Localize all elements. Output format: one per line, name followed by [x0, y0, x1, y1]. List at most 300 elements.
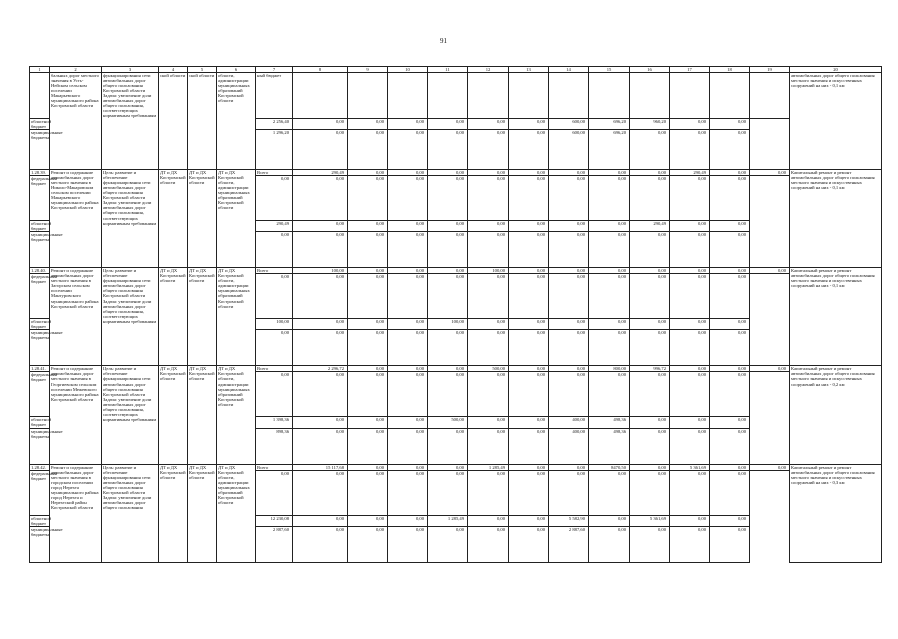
amount-cell: 100,00	[428, 319, 468, 330]
amount-cell: 0,00	[670, 366, 710, 372]
amount-cell: 0,00	[589, 526, 630, 562]
amount-cell: 800,00	[589, 366, 630, 372]
result-cell: Капитальный ремонт и ремонт автомобильных дорог общего пользования местного значения и искусственных сооружений на них - 0,1 км	[790, 268, 882, 366]
amount-cell: 0,00	[348, 119, 388, 130]
amount-cell: 290,49	[630, 221, 670, 232]
amount-cell: 100,00	[293, 268, 348, 274]
amount-cell: 0,00	[468, 119, 509, 130]
amount-cell: 0,00	[428, 366, 468, 372]
table-body	[30, 67, 882, 563]
amount-cell: 0,00	[293, 130, 348, 170]
amount-cell: 0,00	[670, 119, 710, 130]
amount-cell: 0,00	[348, 330, 388, 366]
amount-cell: 0,00	[509, 330, 549, 366]
amount-cell: 0,00	[710, 526, 750, 562]
amount-cell: 0,00	[670, 221, 710, 232]
funding-source-cell: областной бюджет	[31, 417, 52, 428]
amount-cell: 0,00	[549, 372, 589, 417]
amount-cell: 960,20	[630, 119, 670, 130]
header-cell: 6	[217, 67, 256, 73]
amount-cell: 0,00	[468, 170, 509, 176]
amount-cell: 0,00	[589, 176, 630, 221]
amount-cell: 0,00	[589, 274, 630, 319]
amount-cell: 0,00	[630, 274, 670, 319]
amount-cell: 0,00	[509, 372, 549, 417]
amount-cell	[549, 73, 589, 119]
amount-cell: 100,00	[256, 319, 293, 330]
amount-cell: 0,00	[293, 372, 348, 417]
amount-cell: 0,00	[388, 176, 428, 221]
amount-cell: 0,00	[589, 515, 630, 526]
amount-cell: 898,36	[256, 428, 293, 464]
amount-cell: 0,00	[388, 119, 428, 130]
amount-cell: 0,00	[589, 268, 630, 274]
funding-source-cell: муниципальные бюджеты	[30, 232, 50, 268]
amount-cell: 0,00	[509, 170, 549, 176]
header-cell: 14	[549, 67, 589, 73]
amount-cell	[589, 73, 630, 119]
amount-cell: 0,00	[710, 319, 750, 330]
amount-cell: 1 398,36	[256, 417, 293, 428]
amount-cell: 0,00	[630, 319, 670, 330]
amount-cell: 400,00	[549, 417, 589, 428]
amount-cell: 0,00	[670, 319, 710, 330]
amount-cell: 0,00	[509, 319, 549, 330]
coexecutor-cell: ской области	[188, 73, 217, 170]
funding-source-cell: Всего	[256, 268, 293, 274]
amount-cell: 1 285,49	[468, 464, 509, 470]
amount-cell: 0,00	[428, 232, 468, 268]
amount-cell: 0,00	[256, 330, 293, 366]
funding-source-cell: Всего	[256, 366, 293, 372]
amount-cell: 0,00	[549, 274, 589, 319]
amount-cell: 0,00	[256, 470, 293, 515]
amount-cell: 500,00	[468, 366, 509, 372]
amount-cell: 0,00	[348, 464, 388, 470]
result-cell: автомобильных дорог общего пользования местного значения и искусственных сооружений на них - 0,1 км	[790, 73, 882, 170]
amount-cell: 500,00	[428, 417, 468, 428]
funding-source-cell: Всего	[256, 464, 293, 470]
amount-cell: 0,00	[293, 515, 348, 526]
amount-cell: 0,00	[468, 274, 509, 319]
amount-cell: 0,00	[428, 130, 468, 170]
amount-cell: 0,00	[348, 268, 388, 274]
amount-cell: 0,00	[710, 170, 750, 176]
recipient-cell: ДТ и ДХ Костромской области, администрации муниципальных образований Костромской области	[217, 366, 256, 464]
coexecutor-cell: ДТ и ДХ Костромской области	[188, 464, 217, 562]
amount-cell: 0,00	[630, 330, 670, 366]
amount-cell: 0,00	[710, 176, 750, 221]
amount-cell: 696,20	[589, 119, 630, 130]
amount-cell: 400,00	[549, 428, 589, 464]
amount-cell: 290,49	[256, 221, 293, 232]
table-row	[30, 170, 882, 176]
item-code-cell: 1.28.40.	[30, 268, 50, 274]
amount-cell: 0,00	[509, 268, 549, 274]
amount-cell: 0,00	[428, 428, 468, 464]
amount-cell: 0,00	[293, 119, 348, 130]
amount-cell: 0,00	[710, 470, 750, 515]
amount-cell: 0,00	[348, 221, 388, 232]
table-row	[30, 464, 882, 470]
amount-cell: 0,00	[388, 232, 428, 268]
amount-cell: 0,00	[428, 470, 468, 515]
amount-cell: 0,00	[670, 274, 710, 319]
amount-cell: 0,00	[428, 221, 468, 232]
amount-cell: 0,00	[509, 515, 549, 526]
amount-cell: 0,00	[388, 319, 428, 330]
amount-cell: 0,00	[509, 428, 549, 464]
amount-cell: 0,00	[630, 428, 670, 464]
funding-source-cell: областной бюджет	[31, 221, 52, 232]
amount-cell: 0,00	[293, 526, 348, 562]
result-cell: Капитальный ремонт и ремонт автомобильных дорог общего пользования местного значения и искусственных сооружений на них - 0,2 км	[790, 366, 882, 464]
amount-cell: 0,00	[549, 366, 589, 372]
header-cell: 20	[790, 67, 882, 73]
amount-cell: 5 361,69	[630, 515, 670, 526]
header-cell: 19	[750, 67, 790, 73]
header-cell: 18	[710, 67, 750, 73]
amount-cell: 0,00	[509, 176, 549, 221]
program-table	[29, 66, 882, 563]
amount-cell: 0,00	[509, 464, 549, 470]
amount-cell: 0,00	[630, 526, 670, 562]
amount-cell: 0,00	[388, 464, 428, 470]
amount-cell: 0,00	[630, 170, 670, 176]
amount-cell: 0,00	[549, 232, 589, 268]
amount-cell: 2 256,40	[256, 119, 293, 130]
funding-source-cell: областной бюджет	[31, 319, 52, 330]
page-number: 91	[440, 37, 447, 45]
amount-cell: 0,00	[710, 274, 750, 319]
amount-cell: 0,00	[670, 428, 710, 464]
amount-cell: 0,00	[468, 526, 509, 562]
amount-cell: 0,00	[256, 232, 293, 268]
item-name-cell: Ремонт и содержание автомобильных дорог местного значения в Николо-Макаровском сельском поселении Макарьевского муниципального района Костромской области	[50, 170, 102, 268]
amount-cell: 0,00	[468, 176, 509, 221]
amount-cell: 0,00	[509, 417, 549, 428]
header-cell: 10	[388, 67, 428, 73]
item-name-cell: Ремонт и содержание автомобильных дорог местного значения в Георгиевском сельском поселении Межевского муниципального района Костромской области	[50, 366, 102, 464]
amount-cell: 0,00	[256, 176, 293, 221]
item-code-cell	[30, 73, 50, 119]
amount-cell: 0,00	[348, 515, 388, 526]
amount-cell: 0,00	[750, 366, 790, 372]
table-row	[30, 268, 882, 274]
recipient-cell: ДТ и ДХ Костромской области, администрации муниципальных образований Костромской области	[217, 170, 256, 268]
amount-cell: 996,72	[630, 366, 670, 372]
amount-cell: 0,00	[428, 330, 468, 366]
amount-cell: 0,00	[428, 372, 468, 417]
amount-cell: 0,00	[589, 470, 630, 515]
amount-cell: 0,00	[388, 372, 428, 417]
amount-cell: 0,00	[468, 372, 509, 417]
amount-cell: 0,00	[468, 319, 509, 330]
item-code-cell: 1.28.42.	[30, 464, 50, 470]
funding-source-cell: муниципальные бюджеты	[30, 330, 50, 366]
amount-cell	[509, 73, 549, 119]
amount-cell: 0,00	[670, 268, 710, 274]
table-row	[30, 73, 882, 119]
amount-cell: 0,00	[428, 526, 468, 562]
amount-cell: 0,00	[670, 417, 710, 428]
goal-cell: функционирования сети автомобильных дорог общего пользования Костромской области Задача: увеличение доли автомобильных дорог общего пользования, соответствующих нормативным требованиям	[102, 73, 159, 170]
amount-cell: 0,00	[630, 176, 670, 221]
amount-cell: 0,00	[348, 176, 388, 221]
item-code-cell: 1.28.39.	[30, 170, 50, 176]
item-name-cell: Ремонт и содержание автомобильных дорог местного значения в городском поселении город Нерехта муниципального района город Нерехта и Нерехтский район Костромской области	[50, 464, 102, 562]
amount-cell: 0,00	[428, 170, 468, 176]
amount-cell: 0,00	[428, 268, 468, 274]
amount-cell: 0,00	[468, 221, 509, 232]
amount-cell: 0,00	[348, 170, 388, 176]
header-cell: 12	[468, 67, 509, 73]
amount-cell: 0,00	[428, 176, 468, 221]
coexecutor-cell: ДТ и ДХ Костромской области	[188, 366, 217, 464]
amount-cell: 0,00	[750, 170, 790, 176]
amount-cell: 0,00	[468, 515, 509, 526]
amount-cell: 0,00	[589, 372, 630, 417]
funding-source-cell: федеральный бюджет	[30, 274, 50, 319]
amount-cell: 0,00	[710, 221, 750, 232]
amount-cell: 0,00	[589, 221, 630, 232]
funding-source-cell: федеральный бюджет	[30, 470, 50, 515]
amount-cell: 5 582,90	[549, 515, 589, 526]
amount-cell: 0,00	[750, 464, 790, 470]
amount-cell: 0,00	[468, 417, 509, 428]
amount-cell	[468, 73, 509, 119]
amount-cell: 0,00	[388, 268, 428, 274]
amount-cell: 0,00	[428, 274, 468, 319]
amount-cell: 0,00	[388, 526, 428, 562]
coexecutor-cell: ДТ и ДХ Костромской области	[188, 170, 217, 268]
amount-cell: 0,00	[509, 366, 549, 372]
amount-cell: 0,00	[388, 130, 428, 170]
amount-cell: 0,00	[293, 221, 348, 232]
amount-cell: 8470,50	[589, 464, 630, 470]
amount-cell: 0,00	[549, 221, 589, 232]
amount-cell: 0,00	[710, 366, 750, 372]
amount-cell: 0,00	[630, 417, 670, 428]
amount-cell: 0,00	[468, 330, 509, 366]
amount-cell: 0,00	[670, 176, 710, 221]
amount-cell: 0,00	[549, 464, 589, 470]
result-cell: Капитальный ремонт и ремонт автомобильных дорог общего пользования местного значения и искусственных сооружений на них - 0,1 км	[790, 170, 882, 268]
amount-cell: 0,00	[348, 232, 388, 268]
amount-cell: 2 887,60	[549, 526, 589, 562]
amount-cell: 0,00	[710, 119, 750, 130]
amount-cell: 0,00	[549, 470, 589, 515]
executor-cell: ДТ и ДХ Костромской области	[159, 464, 188, 562]
amount-cell: 0,00	[710, 515, 750, 526]
amount-cell: 600,00	[549, 130, 589, 170]
amount-cell	[710, 73, 750, 119]
amount-cell: 600,00	[549, 119, 589, 130]
header-cell: 5	[188, 67, 217, 73]
amount-cell: 0,00	[468, 232, 509, 268]
amount-cell: 0,00	[509, 274, 549, 319]
goal-cell: Цель: развитие и обеспечение функционирования сети автомобильных дорог общего пользования Костромской области Задача: увеличение доли автомобильных дорог общего пользования, соответствующих нормативным требованиям	[102, 366, 159, 464]
amount-cell: 0,00	[710, 268, 750, 274]
amount-cell	[630, 73, 670, 119]
funding-source-cell: федеральный бюджет	[30, 372, 50, 417]
amount-cell: 0,00	[348, 319, 388, 330]
header-cell: 15	[589, 67, 630, 73]
amount-cell: 0,00	[256, 274, 293, 319]
funding-source-cell: муниципальные бюджеты	[30, 526, 50, 562]
amount-cell: 0,00	[388, 470, 428, 515]
funding-source-cell: федеральный бюджет	[30, 176, 50, 221]
amount-cell: 0,00	[670, 526, 710, 562]
amount-cell: 290,49	[670, 170, 710, 176]
amount-cell: 0,00	[670, 130, 710, 170]
header-cell: 4	[159, 67, 188, 73]
amount-cell: 15 117,68	[293, 464, 348, 470]
amount-cell	[348, 73, 388, 119]
amount-cell: 0,00	[348, 274, 388, 319]
amount-cell: 0,00	[348, 470, 388, 515]
goal-cell: Цель: развитие и обеспечение функционирования сети автомобильных дорог общего пользования Костромской области Задача: увеличение доли автомобильных дорог общего пользования, соответствующих нормативным требованиям	[102, 268, 159, 366]
amount-cell: 0,00	[710, 130, 750, 170]
amount-cell: 0,00	[428, 464, 468, 470]
table-row	[30, 366, 882, 372]
result-cell: Капитальный ремонт и ремонт автомобильных дорог общего пользования местного значения и искусственных сооружений на них - 0,3 км	[790, 464, 882, 562]
funding-source-cell: муниципальные бюджеты	[30, 130, 50, 170]
amount-cell: 0,00	[710, 464, 750, 470]
amount-cell: 0,00	[428, 119, 468, 130]
amount-cell: 0,00	[670, 372, 710, 417]
item-name-cell: Ремонт и содержание автомобильных дорог местного значения в Загорском сельском поселении Мантуровского муниципального района Костромской области	[50, 268, 102, 366]
amount-cell: 0,00	[710, 232, 750, 268]
amount-cell: 0,00	[348, 526, 388, 562]
amount-cell: 0,00	[388, 274, 428, 319]
header-cell: 3	[102, 67, 159, 73]
header-cell: 17	[670, 67, 710, 73]
amount-cell: 2 887,60	[256, 526, 293, 562]
item-name-cell: бальных дорог местного значения в Усть-Нейском сельском поселении Макарьевского муниципального района Костромской области	[50, 73, 102, 170]
amount-cell: 0,00	[256, 372, 293, 417]
amount-cell: 0,00	[670, 470, 710, 515]
funding-source-cell: ный бюджет	[256, 73, 293, 119]
amount-cell	[293, 73, 348, 119]
amount-cell: 0,00	[750, 268, 790, 274]
amount-cell: 0,00	[293, 232, 348, 268]
amount-cell: 0,00	[293, 330, 348, 366]
executor-cell: ской области	[159, 73, 188, 170]
amount-cell: 0,00	[348, 372, 388, 417]
amount-cell: 0,00	[293, 274, 348, 319]
amount-cell: 0,00	[630, 470, 670, 515]
amount-cell: 0,00	[509, 130, 549, 170]
amount-cell: 5 361,69	[670, 464, 710, 470]
amount-cell: 0,00	[388, 515, 428, 526]
amount-cell: 0,00	[549, 170, 589, 176]
header-cell: 1	[30, 67, 50, 73]
amount-cell: 0,00	[293, 319, 348, 330]
amount-cell: 0,00	[468, 470, 509, 515]
amount-cell: 0,00	[468, 130, 509, 170]
amount-cell: 0,00	[549, 330, 589, 366]
amount-cell: 0,00	[348, 130, 388, 170]
funding-source-cell: областной бюджет	[31, 119, 52, 130]
recipient-cell: области, администрации муниципальных образований Костромской области	[217, 73, 256, 170]
amount-cell: 0,00	[388, 170, 428, 176]
amount-cell: 0,00	[388, 366, 428, 372]
amount-cell: 0,00	[630, 130, 670, 170]
amount-cell: 0,00	[630, 232, 670, 268]
header-cell: 8	[293, 67, 348, 73]
funding-source-cell: Всего	[256, 170, 293, 176]
amount-cell: 0,00	[670, 232, 710, 268]
amount-cell: 0,00	[293, 428, 348, 464]
amount-cell: 1 285,49	[428, 515, 468, 526]
amount-cell: 0,00	[670, 515, 710, 526]
amount-cell: 0,00	[348, 428, 388, 464]
amount-cell: 0,00	[293, 176, 348, 221]
amount-cell: 0,00	[589, 170, 630, 176]
header-cell: 13	[509, 67, 549, 73]
amount-cell: 0,00	[388, 428, 428, 464]
amount-cell: 696,20	[589, 130, 630, 170]
amount-cell: 0,00	[710, 372, 750, 417]
amount-cell: 0,00	[710, 428, 750, 464]
coexecutor-cell: ДТ и ДХ Костромской области	[188, 268, 217, 366]
goal-cell: Цель: развитие и обеспечение функционирования сети автомобильных дорог общего пользования Костромской области Задача: увеличение доли автомобильных дорог общего пользования	[102, 464, 159, 562]
header-cell: 11	[428, 67, 468, 73]
amount-cell: 1 296,20	[256, 130, 293, 170]
header-cell: 9	[348, 67, 388, 73]
header-cell: 7	[256, 67, 293, 73]
amount-cell: 498,36	[589, 417, 630, 428]
amount-cell: 0,00	[710, 330, 750, 366]
amount-cell: 0,00	[630, 372, 670, 417]
amount-cell: 0,00	[348, 366, 388, 372]
header-cell: 2	[50, 67, 102, 73]
amount-cell: 0,00	[388, 221, 428, 232]
amount-cell: 2 296,72	[293, 366, 348, 372]
amount-cell: 0,00	[468, 428, 509, 464]
funding-source-cell: муниципальные бюджеты	[30, 428, 50, 464]
header-cell: 16	[630, 67, 670, 73]
amount-cell: 0,00	[630, 268, 670, 274]
amount-cell: 498,36	[589, 428, 630, 464]
amount-cell: 0,00	[589, 319, 630, 330]
amount-cell: 0,00	[630, 464, 670, 470]
amount-cell: 0,00	[509, 232, 549, 268]
amount-cell: 0,00	[509, 526, 549, 562]
amount-cell: 0,00	[670, 330, 710, 366]
amount-cell: 0,00	[509, 221, 549, 232]
executor-cell: ДТ и ДХ Костромской области	[159, 366, 188, 464]
amount-cell	[388, 73, 428, 119]
recipient-cell: ДТ и ДХ Костромской области, администрации муниципальных образований Костромской области	[217, 268, 256, 366]
amount-cell: 0,00	[348, 417, 388, 428]
amount-cell	[670, 73, 710, 119]
recipient-cell: ДТ и ДХ Костромской области, администрации муниципальных образований Костромской области	[217, 464, 256, 562]
amount-cell: 0,00	[293, 470, 348, 515]
funding-source-cell: областной бюджет	[31, 515, 52, 526]
amount-cell: 0,00	[589, 232, 630, 268]
amount-cell: 12 230,08	[256, 515, 293, 526]
amount-cell: 0,00	[388, 330, 428, 366]
executor-cell: ДТ и ДХ Костромской области	[159, 170, 188, 268]
amount-cell: 0,00	[509, 119, 549, 130]
amount-cell: 0,00	[710, 417, 750, 428]
amount-cell: 0,00	[388, 417, 428, 428]
executor-cell: ДТ и ДХ Костромской области	[159, 268, 188, 366]
amount-cell: 100,00	[468, 268, 509, 274]
amount-cell: 0,00	[549, 268, 589, 274]
